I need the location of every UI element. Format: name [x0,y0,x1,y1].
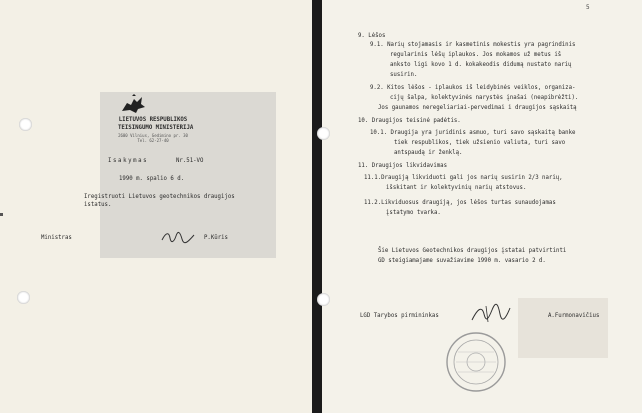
text-line: GD steigiamajame suvažiavime 1990 m. vasario 2 d. [378,258,546,264]
order-number: Nr.51-VO [176,158,204,164]
text-line: tiek respublikos, tiek užsienio valiuta, turi savo [394,140,566,146]
order-word: Isakymas [108,158,149,164]
punch-hole [19,118,32,131]
text-line: cijų šalpa, kolektyvinės narystės įnašai (neapibrėžti). [390,95,579,101]
text-line: 9.1. Narių stojamasis ir kasmetinis mokestis yra pagrindinis [370,42,576,48]
chairman-title: LGD Tarybos pirmininkas [360,313,439,319]
handwritten-signature [160,230,196,244]
punch-hole [317,127,330,140]
punch-hole [317,293,330,306]
text-line: 9.2. Kitos lėšos - iplaukos iš leidybinės veiklos, organiza- [370,85,576,91]
text-line: Šie Lietuvos Geotechnikos draugijos įstatai patvirtinti [378,248,567,254]
ministry-address: 2600 Vilnius, Gedimino pr. 30 [118,133,188,138]
signer-title: Ministras [41,235,72,241]
text-line: 10. Draugijos teisinė padėtis. [358,118,461,124]
text-line: 10.1. Draugija yra juridinis asmuo, turi savo sąskaitą banke [370,130,576,136]
order-date: 1990 m. spalio 6 d. [119,176,185,182]
order-body-line: istatus. [84,202,112,208]
text-line: 11.1.Draugiją likviduoti gali jos narių susirin 2/3 narių, [364,175,563,181]
text-line: 9. Lėšos [358,33,386,39]
scan-shade [518,298,608,358]
text-line: išskitant ir kolektyvinių narių atstovus. [386,185,527,191]
order-body-line: Iregistruoti Lietuvos geotechnikos draugijos [84,194,235,200]
ministry-header-line: LIETUVOS RESPUBLIKOS [118,117,188,123]
text-line: antspaudą ir ženklą. [394,150,463,156]
text-line: 11. Draugijos likvidavimas [358,163,448,169]
chairman-name: A.Furmonavičius [548,313,600,319]
signer-name: P.Kūris [204,235,228,241]
handwritten-signature [470,302,512,324]
edge-mark [0,213,3,216]
punch-hole [17,291,30,304]
ministry-phone: Tel. 62-27-40 [137,138,169,143]
ministry-header-line: TEISINGUMO MINISTERIJA [118,125,194,131]
text-line: susirin. [390,72,418,78]
text-line: 11.2.Likviduosus draugiją, jos lėšos turtas sunaudojamas [364,200,556,206]
text-line: anksto ligi kovo 1 d. kokakeodis didumą nustato narių [390,62,572,68]
text-line: Jos gaunamos neregeliariai-pervedimai i draugijos sąskaitą [378,105,577,111]
round-seal-stamp-icon [444,330,508,394]
lithuanian-vytis-emblem-icon [118,93,148,115]
text-line: įstatymo tvarka. [386,210,441,216]
page-number: 5 [586,4,590,11]
text-line: regularinis lėšų iplaukos. Jos mokamos už metus iš [390,52,562,58]
left-page [0,0,312,413]
